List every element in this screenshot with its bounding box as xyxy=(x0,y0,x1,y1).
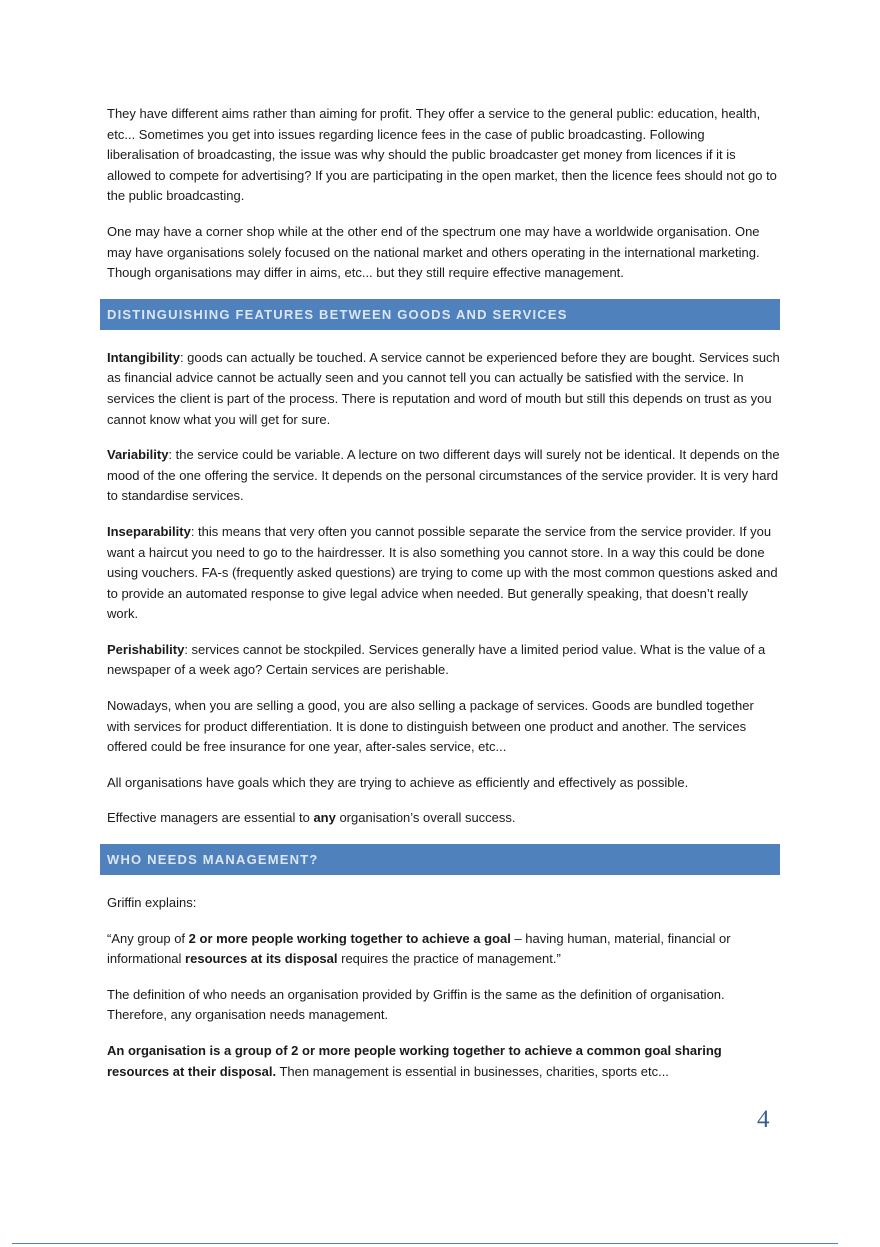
perishability-paragraph xyxy=(107,640,780,681)
griffin-quote xyxy=(107,929,780,970)
quote-part-e: requires the practice of management.” xyxy=(337,951,561,967)
inseparability-paragraph xyxy=(107,522,780,625)
quote-part-a: “Any group of xyxy=(107,930,189,946)
intro-paragraph-2: One may have a corner shop while at the other end of the spectrum one may have a worldwide organisation. One may have organisations solely focused on the national market and others operating in the international marketing. Though organisations may differ in aims, etc... but they still require effective management. xyxy=(107,223,760,281)
section-heading-goods-services: DISTINGUISHING FEATURES BETWEEN GOODS AND SERVICES xyxy=(100,299,780,330)
intangibility-text: : goods can actually be touched. A service cannot be experienced before they are bought. Services such as financial advice cannot be actually seen and you cannot tell you can actually be satisfied with the service. In services the client is part of the process. There is reputation and word of mouth but still this depends on trust as you cannot know what you will get for sure. xyxy=(107,349,780,427)
intangibility-paragraph xyxy=(107,348,780,430)
quote-part-d: resources at its disposal xyxy=(185,951,338,967)
griffin-paragraph: Griffin explains: xyxy=(107,895,197,911)
variability-text: : the service could be variable. A lecture on two different days will surely not be identical. It depends on the mood of the one offering the service. It depends on the personal circumstances of the service provider. It is very hard to standardise services. xyxy=(107,447,780,504)
perishability-term: Perishability xyxy=(107,641,185,657)
quote-part-b: 2 or more people working together to achieve a goal xyxy=(188,930,511,946)
definition-paragraph: The definition of who needs an organisation provided by Griffin is the same as the definition of organisation. Therefore, any organisation needs management. xyxy=(107,986,725,1023)
section-heading-who-needs-management: WHO NEEDS MANAGEMENT? xyxy=(100,844,780,875)
effective-post: organisation’s overall success. xyxy=(335,810,516,826)
intro-paragraph-1: They have different aims rather than aiming for profit. They offer a service to the general public: education, health, etc... Sometimes you get into issues regarding licence fees in the case of public broadcasting. Following liberalisation of broadcasting, the issue was why should the public broadcaster get money from licences if it is allowed to compete for advertising? If you are participating in the open market, then the licence fees should not go to the public broadcasting. xyxy=(107,106,777,204)
goals-paragraph: All organisations have goals which they are trying to achieve as efficiently and effectively as possible. xyxy=(107,774,689,790)
intangibility-term: Intangibility xyxy=(107,349,180,365)
quote-part-c: – having human, material, financial or informational xyxy=(107,930,731,967)
bundle-paragraph: Nowadays, when you are selling a good, you are also selling a package of services. Goods are bundled together with services for product differentiation. It is done to distinguish between one product and another. The services offered could be free insurance for one year, after-sales service, etc... xyxy=(107,698,754,755)
inseparability-text: : this means that very often you cannot possible separate the service from the service provider. If you want a haircut you need to go to the hairdresser. It is also something you cannot store. In a way this could be done using vouchers. FA-s (frequently asked questions) are trying to come up with the most common questions asked and to provide an automated response to give legal advice when needed. But generally speaking, that doesn’t really work. xyxy=(107,523,778,622)
effective-managers-paragraph xyxy=(107,808,780,829)
page-content xyxy=(107,104,780,1097)
organisation-definition-paragraph xyxy=(107,1041,780,1082)
inseparability-term: Inseparability xyxy=(107,523,191,539)
page-number: 4 xyxy=(757,1106,770,1133)
variability-paragraph xyxy=(107,445,780,507)
variability-term: Variability xyxy=(107,447,169,463)
footer-divider xyxy=(12,1243,838,1244)
perishability-text: : services cannot be stockpiled. Services generally have a limited period value. What is the value of a newspaper of a week ago? Certain services are perishable. xyxy=(107,641,766,678)
effective-bold: any xyxy=(313,810,336,826)
effective-pre: Effective managers are essential to xyxy=(107,810,314,826)
organisation-definition-bold: An organisation is a group of 2 or more people working together to achieve a common goal sharing resources at their disposal. xyxy=(107,1043,722,1079)
organisation-definition-text: Then management is essential in businesses, charities, sports etc... xyxy=(276,1063,669,1079)
